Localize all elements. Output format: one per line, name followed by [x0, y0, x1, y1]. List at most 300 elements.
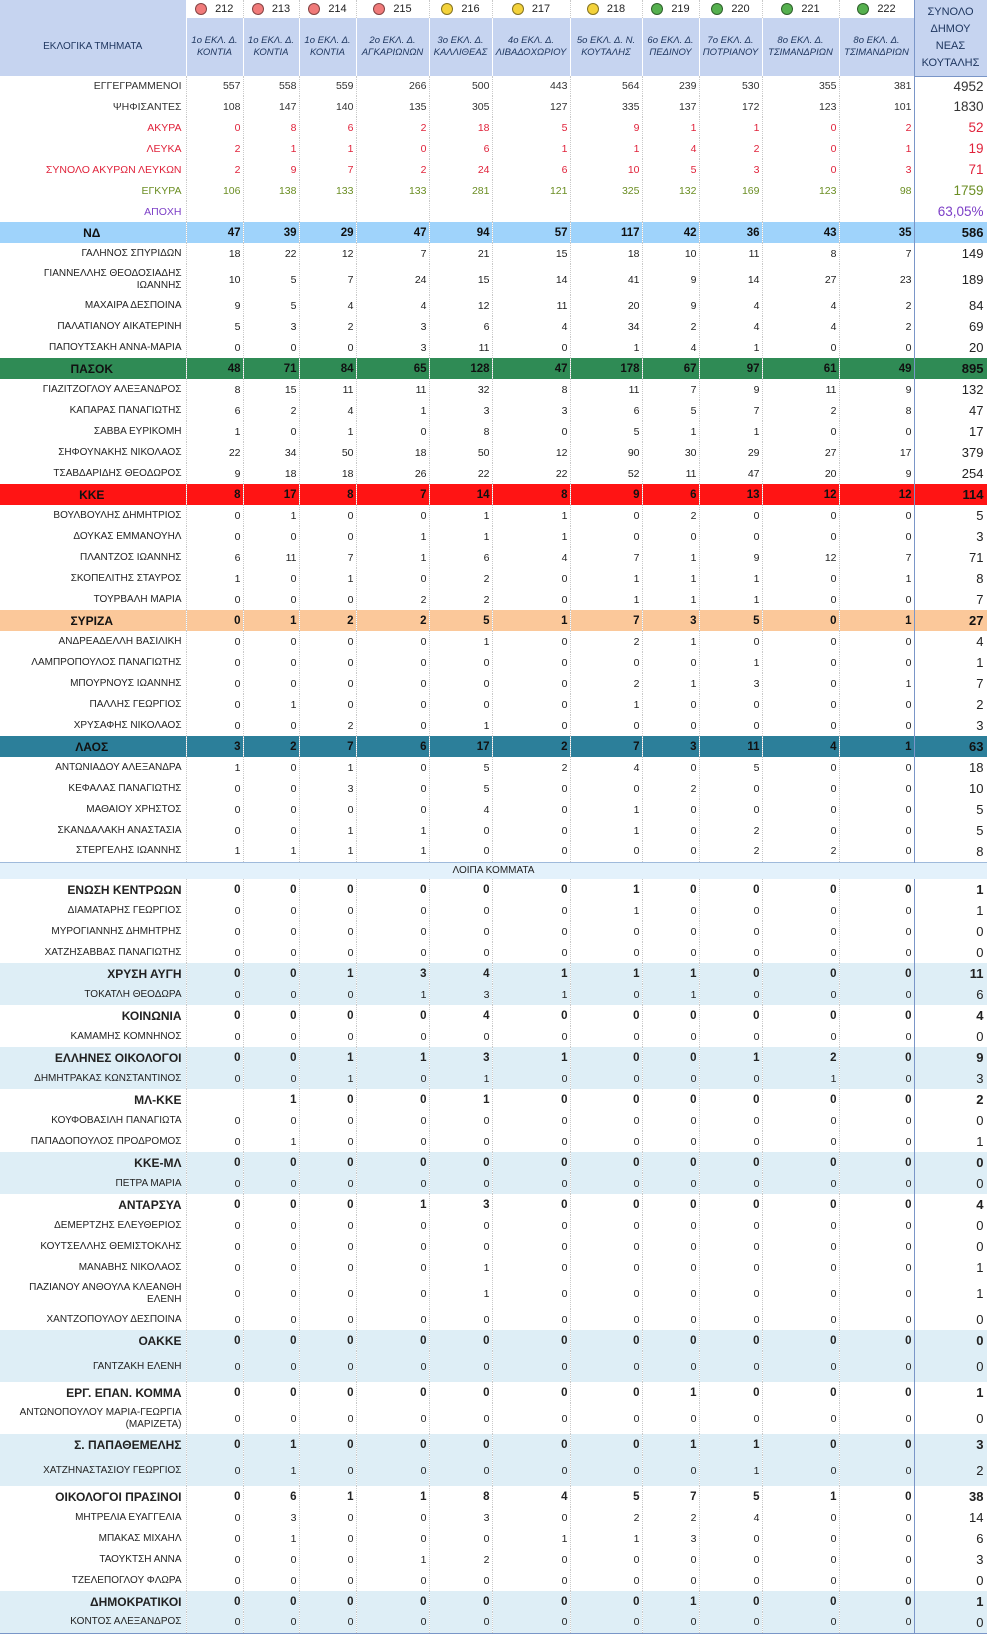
vote-cell: 1: [356, 841, 429, 862]
total-cell: 63: [914, 736, 987, 757]
vote-cell: 0: [642, 1131, 699, 1152]
vote-cell: 1: [356, 526, 429, 547]
vote-cell: 0: [570, 1309, 642, 1330]
vote-cell: 0: [429, 1434, 492, 1455]
vote-cell: 266: [356, 76, 429, 96]
vote-cell: 0: [762, 799, 839, 820]
vote-cell: 0: [762, 526, 839, 547]
vote-cell: 0: [243, 1257, 299, 1278]
candidate-row: [0, 1570, 987, 1591]
vote-cell: 0: [642, 799, 699, 820]
vote-cell: 0: [356, 900, 429, 921]
vote-cell: 0: [839, 1382, 914, 1403]
station-name: 4ο ΕΚΛ. Δ. ΛΙΒΑΔΟΧΩΡΙΟΥ: [492, 18, 570, 76]
vote-cell: 7: [570, 736, 642, 757]
vote-cell: 3: [356, 337, 429, 358]
vote-cell: 0: [356, 631, 429, 652]
vote-cell: 0: [839, 1215, 914, 1236]
station-id-cell: [642, 0, 699, 18]
vote-cell: 12: [839, 484, 914, 505]
vote-cell: 0: [699, 879, 762, 900]
vote-cell: 0: [492, 694, 570, 715]
vote-cell: 1: [429, 1257, 492, 1278]
vote-cell: 0: [429, 1026, 492, 1047]
vote-cell: 7: [570, 547, 642, 568]
total-cell: 1: [914, 1591, 987, 1612]
candidate-row: [0, 841, 987, 862]
vote-cell: 0: [356, 673, 429, 694]
vote-cell: 2: [299, 715, 356, 736]
vote-cell: 0: [429, 1455, 492, 1486]
vote-cell: 1: [570, 900, 642, 921]
total-cell: 84: [914, 295, 987, 316]
vote-cell: 6: [186, 547, 243, 568]
vote-cell: 1: [299, 841, 356, 862]
vote-cell: 0: [762, 1507, 839, 1528]
vote-cell: 0: [243, 1026, 299, 1047]
vote-cell: 12: [299, 243, 356, 264]
vote-cell: 7: [642, 379, 699, 400]
vote-cell: 0: [492, 1152, 570, 1173]
vote-cell: 0: [186, 1486, 243, 1507]
vote-cell: 42: [642, 222, 699, 243]
vote-cell: 5: [429, 778, 492, 799]
party-row: [0, 1005, 987, 1026]
total-cell: 17: [914, 421, 987, 442]
vote-cell: 0: [186, 505, 243, 526]
vote-cell: 9: [642, 295, 699, 316]
vote-cell: 0: [642, 1257, 699, 1278]
vote-cell: 169: [699, 180, 762, 201]
status-dot-icon: [441, 3, 453, 15]
vote-cell: 1: [570, 1528, 642, 1549]
vote-cell: 0: [699, 1278, 762, 1309]
candidate-name: ΔΕΜΕΡΤΖΗΣ ΕΛΕΥΘΕΡΙΟΣ: [0, 1215, 186, 1236]
vote-cell: 10: [570, 159, 642, 180]
vote-cell: 0: [186, 1005, 243, 1026]
vote-cell: 0: [299, 505, 356, 526]
vote-cell: 1: [429, 526, 492, 547]
vote-cell: 0: [186, 589, 243, 610]
candidate-name: ΑΝΤΩΝΙΑΔΟΥ ΑΛΕΞΑΝΔΡΑ: [0, 757, 186, 778]
vote-cell: 0: [492, 1455, 570, 1486]
station-id: 222: [877, 2, 896, 15]
vote-cell: 0: [186, 631, 243, 652]
vote-cell: 0: [356, 1455, 429, 1486]
candidate-row: [0, 589, 987, 610]
vote-cell: 0: [492, 900, 570, 921]
party-name: ΕΝΩΣΗ ΚΕΝΤΡΩΩΝ: [0, 879, 186, 900]
vote-cell: 0: [762, 921, 839, 942]
station-id: 213: [271, 2, 291, 15]
vote-cell: 0: [186, 526, 243, 547]
vote-cell: 0: [429, 921, 492, 942]
candidate-row: [0, 820, 987, 841]
status-dot-icon: [195, 3, 207, 15]
total-cell: 189: [914, 264, 987, 295]
vote-cell: 0: [186, 1026, 243, 1047]
vote-cell: 0: [839, 1194, 914, 1215]
vote-cell: 0: [492, 652, 570, 673]
vote-cell: 1: [570, 963, 642, 984]
candidate-row: [0, 631, 987, 652]
vote-cell: 57: [492, 222, 570, 243]
party-name: ΣΥΡΙΖΑ: [0, 610, 186, 631]
vote-cell: 0: [762, 1257, 839, 1278]
candidate-name: ΑΝΔΡΕΑΔΕΛΛΗ ΒΑΣΙΛΙΚΗ: [0, 631, 186, 652]
vote-cell: 61: [762, 358, 839, 379]
vote-cell: 47: [186, 222, 243, 243]
vote-cell: 0: [492, 589, 570, 610]
vote-cell: 0: [642, 1194, 699, 1215]
vote-cell: 2: [429, 568, 492, 589]
vote-cell: 1: [699, 589, 762, 610]
vote-cell: 2: [492, 736, 570, 757]
vote-cell: 0: [570, 1089, 642, 1110]
vote-cell: 2: [642, 505, 699, 526]
vote-cell: 2: [356, 589, 429, 610]
vote-cell: 0: [299, 1089, 356, 1110]
vote-cell: 0: [699, 799, 762, 820]
vote-cell: 335: [570, 96, 642, 117]
vote-cell: 0: [762, 1215, 839, 1236]
vote-cell: 12: [429, 295, 492, 316]
vote-cell: 0: [839, 1507, 914, 1528]
vote-cell: 0: [570, 778, 642, 799]
vote-cell: 0: [356, 1152, 429, 1173]
candidate-row: [0, 337, 987, 358]
vote-cell: 0: [186, 1434, 243, 1455]
vote-cell: 0: [642, 1173, 699, 1194]
vote-cell: 5: [243, 295, 299, 316]
vote-cell: 2: [299, 316, 356, 337]
vote-cell: 0: [356, 1089, 429, 1110]
vote-cell: 0: [762, 1194, 839, 1215]
candidate-name: ΠΛΑΝΤΖΟΣ ΙΩΑΝΝΗΣ: [0, 547, 186, 568]
vote-cell: 4: [356, 295, 429, 316]
vote-cell: 0: [762, 589, 839, 610]
vote-cell: 0: [243, 757, 299, 778]
vote-cell: 0: [762, 159, 839, 180]
candidate-name: ΚΕΦΑΛΑΣ ΠΑΝΑΓΙΩΤΗΣ: [0, 778, 186, 799]
vote-cell: 0: [429, 1215, 492, 1236]
vote-cell: 0: [429, 1309, 492, 1330]
vote-cell: 2: [762, 400, 839, 421]
total-cell: 1: [914, 1278, 987, 1309]
vote-cell: 39: [243, 222, 299, 243]
vote-cell: 117: [570, 222, 642, 243]
party-name: ΚΚΕ-ΜΛ: [0, 1152, 186, 1173]
vote-cell: 0: [762, 1403, 839, 1434]
candidate-name: ΧΡΥΣΑΦΗΣ ΝΙΚΟΛΑΟΣ: [0, 715, 186, 736]
vote-cell: 0: [839, 1330, 914, 1351]
vote-cell: 0: [839, 1110, 914, 1131]
vote-cell: 0: [243, 820, 299, 841]
vote-cell: 0: [186, 1215, 243, 1236]
vote-cell: 1: [839, 673, 914, 694]
summary-label: ΑΠΟΧΗ: [0, 201, 186, 222]
total-cell: 6: [914, 1528, 987, 1549]
vote-cell: 4: [762, 316, 839, 337]
vote-cell: 2: [762, 841, 839, 862]
total-cell: 1759: [914, 180, 987, 201]
vote-cell: 4: [570, 757, 642, 778]
vote-cell: 0: [429, 1591, 492, 1612]
party-row: [0, 1152, 987, 1173]
party-name: ΚΚΕ: [0, 484, 186, 505]
vote-cell: 1: [186, 841, 243, 862]
candidate-name: ΜΑΝΑΒΗΣ ΝΙΚΟΛΑΟΣ: [0, 1257, 186, 1278]
vote-cell: 4: [429, 799, 492, 820]
candidate-row: [0, 400, 987, 421]
vote-cell: 5: [699, 610, 762, 631]
vote-cell: 178: [570, 358, 642, 379]
total-cell: 71: [914, 159, 987, 180]
vote-cell: 0: [356, 879, 429, 900]
vote-cell: [299, 201, 356, 222]
party-name: ΕΡΓ. ΕΠΑΝ. ΚΟΜΜΑ: [0, 1382, 186, 1403]
vote-cell: 24: [429, 159, 492, 180]
vote-cell: 1: [243, 1434, 299, 1455]
candidate-name: ΠΑΠΟΥΤΣΑΚΗ ΑΝΝΑ-ΜΑΡΙΑ: [0, 337, 186, 358]
vote-cell: 0: [570, 1131, 642, 1152]
vote-cell: 0: [762, 1351, 839, 1382]
candidate-row: [0, 1528, 987, 1549]
vote-cell: 2: [492, 757, 570, 778]
candidate-row: [0, 421, 987, 442]
vote-cell: 0: [356, 505, 429, 526]
total-cell: 0: [914, 1110, 987, 1131]
vote-cell: 121: [492, 180, 570, 201]
vote-cell: 0: [642, 1236, 699, 1257]
party-row: [0, 879, 987, 900]
vote-cell: 0: [570, 715, 642, 736]
vote-cell: 6: [429, 138, 492, 159]
vote-cell: 4: [429, 1005, 492, 1026]
vote-cell: 0: [243, 1403, 299, 1434]
vote-cell: 1: [642, 1382, 699, 1403]
vote-cell: 0: [570, 1612, 642, 1633]
vote-cell: 1: [762, 1486, 839, 1507]
vote-cell: 0: [570, 1278, 642, 1309]
vote-cell: 0: [492, 1215, 570, 1236]
vote-cell: 1: [492, 1047, 570, 1068]
vote-cell: 4: [762, 736, 839, 757]
vote-cell: 6: [186, 400, 243, 421]
vote-cell: 138: [243, 180, 299, 201]
total-cell: 1830: [914, 96, 987, 117]
vote-cell: 0: [570, 1236, 642, 1257]
vote-cell: 0: [642, 715, 699, 736]
vote-cell: 0: [299, 1507, 356, 1528]
candidate-row: [0, 1507, 987, 1528]
vote-cell: 9: [839, 379, 914, 400]
station-name: 2ο ΕΚΛ. Δ. ΑΓΚΑΡΙΩΝΩΝ: [356, 18, 429, 76]
vote-cell: 12: [492, 442, 570, 463]
party-name: ΕΛΛΗΝΕΣ ΟΙΚΟΛΟΓΟΙ: [0, 1047, 186, 1068]
vote-cell: 0: [839, 820, 914, 841]
party-name: ΧΡΥΣΗ ΑΥΓΗ: [0, 963, 186, 984]
vote-cell: 0: [762, 757, 839, 778]
vote-cell: 0: [570, 652, 642, 673]
vote-cell: 0: [356, 1278, 429, 1309]
candidate-name: ΓΙΑΖΙΤΖΟΓΛΟΥ ΑΛΕΞΑΝΔΡΟΣ: [0, 379, 186, 400]
candidate-name: ΓΑΛΗΝΟΣ ΣΠΥΡΙΔΩΝ: [0, 243, 186, 264]
station-id-cell: [699, 0, 762, 18]
vote-cell: 0: [570, 1110, 642, 1131]
vote-cell: 1: [699, 117, 762, 138]
vote-cell: 0: [762, 879, 839, 900]
station-id: 221: [801, 2, 820, 15]
vote-cell: 0: [186, 820, 243, 841]
vote-cell: 0: [243, 1110, 299, 1131]
vote-cell: 34: [243, 442, 299, 463]
vote-cell: [839, 201, 914, 222]
candidate-row: [0, 379, 987, 400]
vote-cell: 41: [570, 264, 642, 295]
vote-cell: 381: [839, 76, 914, 96]
vote-cell: 0: [699, 694, 762, 715]
vote-cell: 17: [429, 736, 492, 757]
candidate-name: ΤΣΑΒΔΑΡΙΔΗΣ ΘΕΟΔΩΡΟΣ: [0, 463, 186, 484]
vote-cell: 0: [570, 841, 642, 862]
total-cell: 254: [914, 463, 987, 484]
vote-cell: 0: [429, 1528, 492, 1549]
vote-cell: 0: [356, 421, 429, 442]
vote-cell: 8: [186, 484, 243, 505]
total-cell: 3: [914, 526, 987, 547]
vote-cell: 0: [570, 1330, 642, 1351]
vote-cell: 0: [492, 879, 570, 900]
vote-cell: 0: [186, 942, 243, 963]
total-cell: 379: [914, 442, 987, 463]
vote-cell: 0: [642, 1152, 699, 1173]
vote-cell: 0: [492, 778, 570, 799]
vote-cell: 11: [762, 379, 839, 400]
vote-cell: 7: [356, 243, 429, 264]
candidate-name: ΚΑΠΑΡΑΣ ΠΑΝΑΓΙΩΤΗΣ: [0, 400, 186, 421]
vote-cell: 1: [299, 1486, 356, 1507]
vote-cell: 0: [186, 1403, 243, 1434]
vote-cell: 0: [299, 1434, 356, 1455]
vote-cell: 0: [699, 1194, 762, 1215]
vote-cell: 127: [492, 96, 570, 117]
vote-cell: 0: [839, 1549, 914, 1570]
vote-cell: 2: [356, 610, 429, 631]
vote-cell: 5: [642, 400, 699, 421]
party-row: [0, 1194, 987, 1215]
vote-cell: 0: [299, 1005, 356, 1026]
total-cell: 0: [914, 1570, 987, 1591]
station-id-row: [0, 0, 987, 18]
vote-cell: 0: [299, 1173, 356, 1194]
party-row: [0, 1382, 987, 1403]
vote-cell: 0: [699, 526, 762, 547]
vote-cell: 0: [839, 1403, 914, 1434]
candidate-row: [0, 1236, 987, 1257]
vote-cell: 0: [492, 1194, 570, 1215]
summary-row: [0, 96, 987, 117]
vote-cell: 1: [642, 568, 699, 589]
summary-label: ΑΚΥΡΑ: [0, 117, 186, 138]
vote-cell: 0: [492, 1434, 570, 1455]
total-cell: 8: [914, 841, 987, 862]
total-cell: 3: [914, 715, 987, 736]
vote-cell: 0: [243, 568, 299, 589]
vote-cell: 0: [642, 1403, 699, 1434]
total-cell: 6: [914, 984, 987, 1005]
total-cell: 8: [914, 568, 987, 589]
vote-cell: 0: [762, 117, 839, 138]
vote-cell: 18: [356, 442, 429, 463]
vote-cell: 0: [243, 1549, 299, 1570]
vote-cell: 0: [429, 1152, 492, 1173]
vote-cell: 8: [429, 421, 492, 442]
vote-cell: 0: [243, 1570, 299, 1591]
vote-cell: 3: [429, 1194, 492, 1215]
vote-cell: 305: [429, 96, 492, 117]
vote-cell: 0: [699, 1152, 762, 1173]
vote-cell: 1: [356, 547, 429, 568]
candidate-row: [0, 1026, 987, 1047]
vote-cell: 0: [243, 984, 299, 1005]
vote-cell: 2: [429, 1549, 492, 1570]
vote-cell: 0: [762, 1330, 839, 1351]
vote-cell: 0: [839, 652, 914, 673]
vote-cell: 0: [570, 984, 642, 1005]
vote-cell: 27: [762, 442, 839, 463]
vote-cell: 0: [243, 1173, 299, 1194]
vote-cell: 106: [186, 180, 243, 201]
total-cell: 18: [914, 757, 987, 778]
vote-cell: 0: [839, 841, 914, 862]
vote-cell: 3: [642, 1528, 699, 1549]
vote-cell: 0: [356, 921, 429, 942]
candidate-name: ΜΠΟΥΡΝΟΥΣ ΙΩΑΝΝΗΣ: [0, 673, 186, 694]
station-name: 1ο ΕΚΛ. Δ. ΚΟΝΤΙΑ: [186, 18, 243, 76]
vote-cell: 172: [699, 96, 762, 117]
vote-cell: 0: [839, 984, 914, 1005]
vote-cell: 9: [243, 159, 299, 180]
station-name: 6ο ΕΚΛ. Δ. ΠΕΔΙΝΟΥ: [642, 18, 699, 76]
vote-cell: 11: [699, 243, 762, 264]
vote-cell: 1: [570, 589, 642, 610]
candidate-name: ΚΟΥΤΣΕΛΛΗΣ ΘΕΜΙΣΤΟΚΛΗΣ: [0, 1236, 186, 1257]
vote-cell: 0: [699, 1382, 762, 1403]
vote-cell: 18: [429, 117, 492, 138]
vote-cell: 5: [492, 117, 570, 138]
party-row: [0, 484, 987, 505]
vote-cell: 0: [356, 138, 429, 159]
vote-cell: 0: [186, 1455, 243, 1486]
vote-cell: 1: [642, 984, 699, 1005]
vote-cell: 0: [699, 631, 762, 652]
vote-cell: 0: [570, 1173, 642, 1194]
vote-cell: 557: [186, 76, 243, 96]
vote-cell: 0: [243, 1194, 299, 1215]
vote-cell: 1: [570, 138, 642, 159]
vote-cell: 0: [570, 921, 642, 942]
vote-cell: 1: [186, 568, 243, 589]
candidate-name: ΛΑΜΠΡΟΠΟΥΛΟΣ ΠΑΝΑΓΙΩΤΗΣ: [0, 652, 186, 673]
vote-cell: 20: [570, 295, 642, 316]
total-cell: 149: [914, 243, 987, 264]
candidate-row: [0, 1612, 987, 1633]
candidate-row: [0, 547, 987, 568]
candidate-name: ΧΑΤΖΗΣΑΒΒΑΣ ΠΑΝΑΓΙΩΤΗΣ: [0, 942, 186, 963]
total-cell: 14: [914, 1507, 987, 1528]
candidate-name: ΜΑΧΑΙΡΑ ΔΕΣΠΟΙΝΑ: [0, 295, 186, 316]
